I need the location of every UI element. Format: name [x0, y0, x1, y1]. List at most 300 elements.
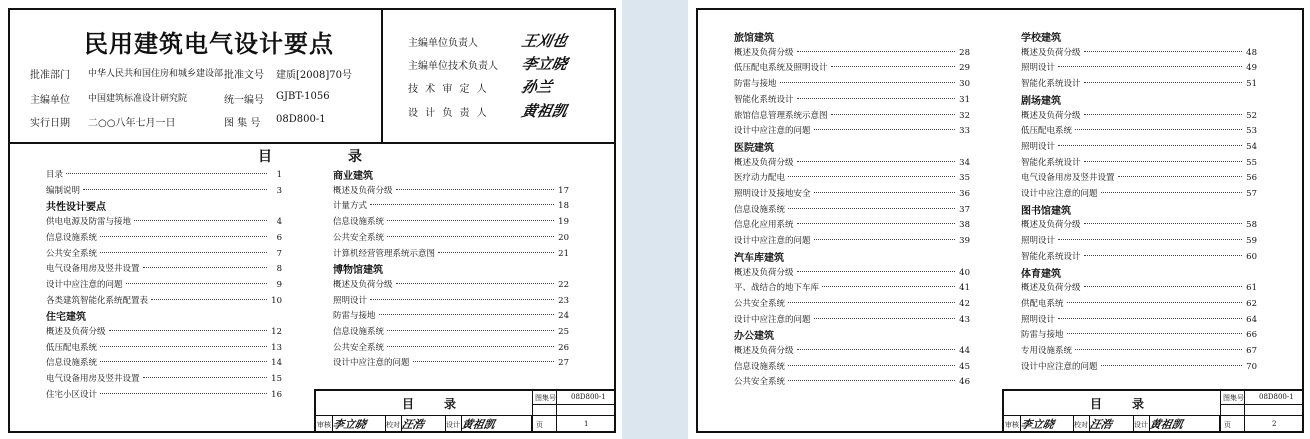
toc-entry[interactable]: [333, 215, 569, 227]
titleblock-page-no: 2: [1272, 420, 1277, 428]
toc-entry[interactable]: [1021, 77, 1257, 89]
toc-entry-page: 17: [558, 185, 569, 196]
toc-entry-label: 公共安全系统: [734, 377, 786, 388]
toc-entry-page: 8: [276, 264, 282, 275]
toc-entry[interactable]: [46, 184, 282, 196]
toc-entry[interactable]: [46, 294, 282, 306]
cover-label-unified-no: 统一编号: [224, 95, 264, 106]
toc-entry[interactable]: [333, 356, 569, 368]
dot-leader: [100, 361, 267, 362]
toc-entry[interactable]: [333, 278, 569, 290]
toc-entry-label: 防雷与接地: [734, 79, 777, 90]
toc-entry[interactable]: [1021, 234, 1257, 246]
dot-leader: [134, 220, 267, 221]
cover-label-effective-date: 实行日期: [30, 118, 70, 129]
titleblock-cell: 校对: [386, 421, 400, 429]
dot-leader: [1084, 114, 1242, 115]
toc-entry-page: 57: [1246, 189, 1257, 199]
toc-entry-label: 信息设施系统: [734, 204, 786, 215]
titleblock-left-border: [314, 389, 316, 433]
titleblock-signature: 汪浩: [1088, 418, 1114, 431]
cover-role-chief-tech: 主编单位技术负责人: [408, 61, 498, 72]
toc-section-heading: 学校建筑: [1021, 33, 1061, 44]
toc-entry[interactable]: [46, 356, 282, 368]
cover-role-chief-unit: 主编单位负责人: [408, 38, 478, 49]
toc-entry[interactable]: [734, 375, 970, 387]
titleblock-page-no: 1: [584, 420, 589, 428]
titleblock-signature: 李立晓: [331, 418, 368, 431]
toc-entry-label: 照明设计: [333, 295, 368, 306]
titleblock-cell: 审核: [317, 421, 331, 429]
toc-entry-label: 设计中应注意的问题: [333, 358, 410, 369]
drawing-sheet-page-1: [0, 0, 622, 439]
dot-leader: [1058, 145, 1242, 146]
toc-entry[interactable]: [333, 294, 569, 306]
toc-entry-label: 信息设施系统: [333, 217, 385, 228]
toc-entry-label: 各类建筑智能化系统配置表: [46, 295, 149, 306]
toc-entry-page: 60: [1246, 251, 1257, 262]
dot-leader: [379, 314, 554, 315]
cover-value-approval-dept: 中华人民共和国住房和城乡建设部: [88, 69, 224, 79]
toc-entry-page: 3: [276, 185, 282, 196]
toc-entry[interactable]: [1021, 218, 1257, 230]
dot-leader: [387, 220, 554, 221]
titleblock-atlas-no: 08D800-1: [1259, 393, 1294, 401]
dot-leader: [1058, 318, 1242, 319]
toc-entry-label: 防雷与接地: [333, 311, 376, 322]
dot-leader: [396, 189, 554, 190]
toc-entry-page: 4: [276, 217, 282, 228]
toc-entry-label: 概述及负荷分级: [333, 279, 393, 290]
titleblock-signature: 汪浩: [400, 418, 426, 431]
toc-entry[interactable]: [734, 171, 970, 183]
toc-section-heading: 共性设计要点: [46, 202, 106, 214]
titleblock-atlas-label: 图集号: [535, 394, 556, 402]
toc-entry-page: 44: [959, 346, 970, 356]
toc-heading-right: 录: [348, 149, 362, 165]
dot-leader: [814, 318, 955, 319]
toc-entry-page: 39: [959, 236, 970, 247]
toc-entry-label: 医疗动力配电: [734, 173, 786, 184]
toc-entry-page: 61: [1246, 283, 1257, 294]
dot-leader: [1067, 333, 1242, 334]
dot-leader: [438, 252, 554, 253]
toc-entry-page: 32: [959, 110, 970, 121]
titleblock-inner-divider: [532, 404, 616, 405]
toc-entry[interactable]: [734, 61, 970, 73]
toc-entry[interactable]: [333, 341, 569, 353]
titleblock-col-divider: [556, 389, 557, 433]
dot-leader: [370, 299, 554, 300]
dot-leader: [387, 346, 554, 347]
toc-entry[interactable]: [1021, 344, 1257, 356]
page-gap: [622, 0, 688, 439]
toc-entry[interactable]: [1021, 140, 1257, 152]
titleblock-cell: 页: [1224, 421, 1231, 429]
dot-leader: [143, 267, 267, 268]
cover-value-effective-date: 二○○八年七月一日: [88, 118, 176, 129]
dot-leader: [780, 82, 955, 83]
toc-entry-label: 专用设施系统: [1021, 346, 1073, 356]
toc-entry-page: 40: [959, 267, 970, 278]
dot-leader: [1058, 239, 1242, 240]
toc-entry[interactable]: [734, 93, 970, 105]
toc-entry[interactable]: [46, 372, 282, 384]
cover-value-editor-unit: 中国建筑标准设计研究院: [88, 94, 188, 104]
dot-leader: [797, 223, 955, 224]
toc-entry-label: 信息设施系统: [734, 361, 786, 372]
titleblock-cell: 校对: [1074, 421, 1088, 429]
toc-entry-label: 防雷与接地: [1021, 330, 1064, 341]
dot-leader: [109, 330, 267, 331]
toc-section-heading: 汽车库建筑: [734, 252, 784, 264]
toc-entry[interactable]: [333, 309, 569, 321]
toc-entry[interactable]: [734, 297, 970, 309]
dot-leader: [831, 114, 955, 115]
toc-entry-page: 34: [959, 157, 970, 168]
toc-entry-page: 15: [271, 374, 282, 385]
toc-entry-label: 概述及负荷分级: [46, 327, 106, 337]
toc-entry-page: 59: [1246, 236, 1257, 247]
toc-entry-label: 电气设备用房及竖井设置: [46, 374, 140, 385]
toc-entry[interactable]: [333, 247, 569, 259]
toc-entry-label: 供电电源及防雷与接地: [46, 217, 132, 228]
dot-leader: [1084, 286, 1242, 287]
toc-entry[interactable]: [1021, 187, 1257, 199]
dot-leader: [1101, 192, 1242, 193]
toc-heading-left: 目: [258, 149, 272, 165]
toc-section-heading: 剧场建筑: [1021, 95, 1061, 107]
titleblock-atlas-no: 08D800-1: [571, 393, 606, 401]
titleblock-cell: 设计: [446, 421, 460, 429]
toc-entry-label: 设计中应注意的问题: [734, 236, 811, 247]
toc-entry-page: 37: [959, 204, 970, 215]
dot-leader: [797, 98, 955, 99]
titleblock-cell-divider: [531, 415, 532, 433]
cover-divider: [8, 142, 616, 144]
toc-entry[interactable]: [734, 187, 970, 199]
toc-entry-label: 计算机经营管理系统示意图: [333, 248, 436, 259]
toc-entry-page: 14: [271, 358, 282, 369]
toc-entry[interactable]: [734, 203, 970, 215]
toc-entry-label: 公共安全系统: [333, 342, 385, 353]
dot-leader: [788, 176, 955, 177]
toc-entry-page: 62: [1246, 298, 1257, 309]
toc-entry[interactable]: [46, 262, 282, 274]
toc-entry[interactable]: [333, 231, 569, 243]
toc-entry-page: 26: [558, 342, 569, 353]
cover-role-design-lead: 设 计 负 责 人: [408, 108, 489, 119]
toc-entry-page: 22: [558, 279, 569, 290]
toc-entry-page: 38: [959, 220, 970, 231]
dot-leader: [797, 271, 955, 272]
toc-entry[interactable]: [46, 168, 282, 180]
dot-leader: [143, 377, 267, 378]
toc-entry-label: 智能化系统设计: [734, 94, 794, 105]
cover-value-unified-no: GJBT-1056: [276, 91, 330, 102]
dot-leader: [100, 236, 267, 237]
toc-entry-label: 设计中应注意的问题: [1021, 361, 1098, 372]
toc-entry-page: 41: [959, 283, 970, 294]
dot-leader: [788, 380, 955, 381]
drawing-sheet-page-2: [688, 0, 1310, 439]
dot-leader: [387, 236, 554, 237]
toc-entry-label: 旅馆信息管理系统示意图: [734, 110, 828, 121]
toc-entry-page: 46: [959, 377, 970, 388]
toc-entry[interactable]: [1021, 156, 1257, 168]
toc-entry-label: 设计中应注意的问题: [1021, 189, 1098, 199]
titleblock-title-right: 录: [444, 397, 457, 411]
toc-entry-page: 67: [1246, 346, 1257, 356]
toc-entry-page: 54: [1246, 141, 1257, 152]
toc-entry[interactable]: [1021, 297, 1257, 309]
dot-leader: [1075, 349, 1242, 350]
toc-entry[interactable]: [46, 325, 282, 337]
dot-leader: [66, 173, 267, 174]
dot-leader: [814, 239, 955, 240]
dot-leader: [788, 365, 955, 366]
dot-leader: [387, 330, 554, 331]
dot-leader: [83, 189, 267, 190]
toc-entry-page: 58: [1246, 220, 1257, 231]
dot-leader: [1084, 51, 1242, 52]
toc-entry-label: 供配电系统: [1021, 298, 1064, 309]
toc-entry-page: 10: [271, 295, 282, 306]
toc-entry-label: 电气设备用房及竖井设置: [46, 264, 140, 275]
toc-entry[interactable]: [1021, 109, 1257, 121]
toc-entry[interactable]: [734, 234, 970, 246]
signature-tech-reviewer: 孙兰: [519, 78, 554, 96]
toc-entry-label: 概述及负荷分级: [1021, 110, 1081, 121]
toc-entry-label: 信息设施系统: [333, 327, 385, 337]
toc-entry-label: 设计中应注意的问题: [46, 279, 123, 290]
toc-entry-page: 20: [558, 232, 569, 243]
toc-entry-label: 智能化系统设计: [1021, 79, 1081, 90]
toc-entry-label: 电气设备用房及竖井设置: [1021, 173, 1115, 184]
dot-leader: [151, 299, 267, 300]
titleblock-signature: 李立晓: [1019, 418, 1056, 431]
toc-entry[interactable]: [734, 124, 970, 136]
titleblock-col-divider: [532, 389, 533, 433]
titleblock-col-divider: [1220, 389, 1221, 433]
toc-entry-page: 45: [959, 361, 970, 372]
toc-entry-page: 29: [959, 63, 970, 74]
toc-entry-label: 概述及负荷分级: [1021, 47, 1081, 58]
toc-entry-page: 70: [1246, 361, 1257, 372]
cover-value-atlas-no: 08D800-1: [276, 114, 326, 125]
toc-entry-page: 9: [276, 279, 282, 290]
titleblock-inner-divider: [1220, 404, 1304, 405]
toc-entry[interactable]: [734, 313, 970, 325]
toc-entry-label: 编制说明: [46, 185, 81, 196]
dot-leader: [396, 283, 554, 284]
toc-entry-page: 27: [558, 358, 569, 369]
toc-entry[interactable]: [333, 325, 569, 337]
toc-entry[interactable]: [1021, 124, 1257, 136]
toc-entry[interactable]: [1021, 360, 1257, 372]
dot-leader: [788, 208, 955, 209]
dot-leader: [822, 286, 955, 287]
toc-entry-page: 25: [558, 327, 569, 337]
dot-leader: [1084, 223, 1242, 224]
cover-vertical-divider: [381, 8, 383, 143]
toc-entry[interactable]: [333, 199, 569, 211]
signature-chief-tech: 李立晓: [519, 55, 569, 73]
dot-leader: [1084, 161, 1242, 162]
toc-entry-page: 1: [276, 170, 282, 180]
toc-entry[interactable]: [46, 341, 282, 353]
titleblock-title-right: 录: [1132, 397, 1145, 411]
dot-leader: [413, 361, 554, 362]
toc-entry-label: 目录: [46, 170, 64, 180]
toc-entry-page: 51: [1246, 79, 1257, 90]
toc-entry[interactable]: [1021, 46, 1257, 58]
toc-entry[interactable]: [46, 231, 282, 243]
toc-entry-label: 住宅小区设计: [46, 389, 98, 400]
dot-leader: [797, 349, 955, 350]
toc-entry[interactable]: [734, 218, 970, 230]
cover-label-approval-no: 批准文号: [224, 70, 264, 81]
toc-entry-page: 31: [959, 94, 970, 105]
toc-entry[interactable]: [734, 77, 970, 89]
toc-entry-page: 19: [558, 217, 569, 228]
titleblock-title-left: 目: [402, 397, 415, 411]
toc-section-heading: 图书馆建筑: [1021, 205, 1071, 217]
dot-leader: [1084, 82, 1242, 83]
signature-chief-unit: 王刈也: [519, 32, 569, 50]
toc-entry-label: 信息设施系统: [46, 232, 98, 243]
cover-title: 民用建筑电气设计要点: [84, 29, 334, 58]
toc-section-heading: 医院建筑: [734, 142, 774, 154]
toc-entry-label: 公共安全系统: [46, 248, 98, 259]
dot-leader: [797, 51, 955, 52]
toc-entry-label: 低压配电系统: [1021, 126, 1073, 137]
toc-section-heading: 体育建筑: [1021, 268, 1061, 280]
toc-entry[interactable]: [734, 281, 970, 293]
toc-entry-page: 48: [1246, 47, 1257, 58]
toc-entry[interactable]: [1021, 61, 1257, 73]
toc-entry-page: 42: [959, 298, 970, 309]
toc-entry[interactable]: [734, 109, 970, 121]
toc-entry-label: 概述及负荷分级: [734, 346, 794, 356]
toc-entry-label: 智能化系统设计: [1021, 251, 1081, 262]
toc-entry[interactable]: [734, 360, 970, 372]
toc-section-heading: 博物馆建筑: [333, 265, 383, 277]
toc-entry-page: 33: [959, 126, 970, 137]
toc-entry-label: 概述及负荷分级: [1021, 220, 1081, 231]
toc-section-heading: 商业建筑: [333, 171, 373, 182]
cover-label-editor-unit: 主编单位: [30, 95, 70, 106]
dot-leader: [788, 302, 955, 303]
toc-entry[interactable]: [734, 344, 970, 356]
toc-entry-label: 照明设计: [1021, 63, 1056, 74]
toc-entry-page: 56: [1246, 173, 1257, 184]
toc-entry[interactable]: [734, 46, 970, 58]
toc-entry-label: 概述及负荷分级: [734, 267, 794, 278]
toc-entry[interactable]: [46, 388, 282, 400]
titleblock-cell-divider: [1219, 415, 1220, 433]
toc-entry-page: 30: [959, 79, 970, 90]
dot-leader: [1075, 129, 1242, 130]
toc-section-heading: 旅馆建筑: [734, 33, 774, 44]
toc-entry[interactable]: [1021, 281, 1257, 293]
titleblock-atlas-label: 图集号: [1223, 394, 1244, 402]
toc-entry[interactable]: [734, 266, 970, 278]
dot-leader: [1058, 66, 1242, 67]
toc-entry[interactable]: [1021, 328, 1257, 340]
titleblock-left-border: [1002, 389, 1004, 433]
toc-entry[interactable]: [46, 215, 282, 227]
titleblock-col-divider: [1244, 389, 1245, 433]
toc-entry-label: 照明设计: [1021, 236, 1056, 247]
toc-entry-page: 35: [959, 173, 970, 184]
toc-entry-page: 13: [271, 342, 282, 353]
toc-entry-page: 36: [959, 189, 970, 199]
toc-entry-page: 7: [276, 248, 282, 259]
toc-section-heading: 办公建筑: [734, 331, 774, 343]
titleblock-signature: 黄祖凯: [1148, 418, 1185, 431]
toc-entry-label: 照明设计及接地安全: [734, 189, 811, 199]
toc-entry[interactable]: [333, 184, 569, 196]
titleblock-title-left: 目: [1090, 397, 1103, 411]
toc-entry[interactable]: [1021, 250, 1257, 262]
titleblock-top-border: [314, 389, 616, 391]
toc-entry-label: 概述及负荷分级: [734, 47, 794, 58]
toc-entry-page: 24: [558, 311, 569, 322]
signature-design-lead: 黄祖凯: [519, 102, 569, 120]
toc-entry-label: 低压配电系统及照明设计: [734, 63, 828, 74]
cover-value-approval-no: 建质[2008]70号: [276, 70, 352, 81]
toc-entry[interactable]: [46, 278, 282, 290]
dot-leader: [1101, 365, 1242, 366]
toc-entry-page: 23: [558, 295, 569, 306]
titleblock-cell: 审核: [1005, 421, 1019, 429]
toc-entry-page: 55: [1246, 157, 1257, 168]
toc-entry-label: 计量方式: [333, 201, 368, 212]
toc-entry-label: 设计中应注意的问题: [734, 314, 811, 325]
toc-entry-page: 16: [271, 389, 282, 400]
dot-leader: [100, 393, 267, 394]
toc-entry-label: 概述及负荷分级: [1021, 283, 1081, 294]
dot-leader: [814, 192, 955, 193]
toc-entry[interactable]: [1021, 313, 1257, 325]
toc-entry-label: 智能化系统设计: [1021, 157, 1081, 168]
toc-entry-page: 66: [1246, 330, 1257, 341]
titleblock-cell: 设计: [1134, 421, 1148, 429]
toc-entry-page: 28: [959, 47, 970, 58]
titleblock-cell: 页: [536, 421, 543, 429]
toc-entry-label: 设计中应注意的问题: [734, 126, 811, 137]
dot-leader: [126, 283, 267, 284]
toc-entry-page: 53: [1246, 126, 1257, 137]
dot-leader: [1067, 302, 1242, 303]
toc-entry[interactable]: [46, 247, 282, 259]
toc-entry[interactable]: [734, 156, 970, 168]
toc-entry[interactable]: [1021, 171, 1257, 183]
cover-label-atlas-no: 图 集 号: [224, 118, 261, 129]
dot-leader: [1118, 176, 1242, 177]
dot-leader: [831, 66, 955, 67]
dot-leader: [370, 204, 554, 205]
toc-entry-page: 18: [558, 201, 569, 212]
toc-entry-label: 信息设施系统: [46, 358, 98, 369]
toc-entry-page: 12: [271, 327, 282, 337]
toc-entry-label: 照明设计: [1021, 314, 1056, 325]
toc-entry-label: 公共安全系统: [333, 232, 385, 243]
dot-leader: [100, 252, 267, 253]
toc-entry-label: 照明设计: [1021, 141, 1056, 152]
dot-leader: [1084, 255, 1242, 256]
